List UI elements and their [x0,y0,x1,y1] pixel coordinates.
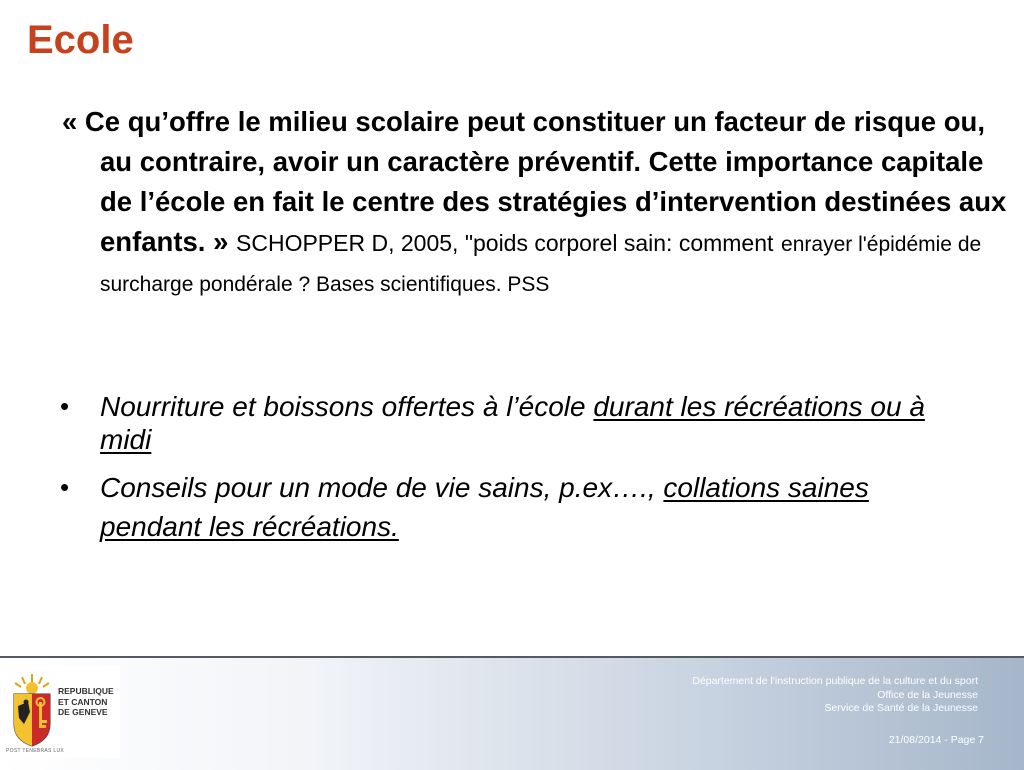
bullet-underlined-text: collations saines pendant les récréations. [100,472,869,542]
quote-paragraph [62,102,1010,302]
bullet-list [60,390,960,558]
page-info: 21/08/2014 - Page 7 [888,734,984,746]
bullet-text: Conseils pour un mode de vie sains, p.ex…., [100,472,664,503]
logo-line: REPUBLIQUE [58,686,114,696]
department-info [692,675,978,716]
bullet-marker: • [60,391,70,421]
bullet-marker: • [60,472,70,502]
service-name: Service de Santé de la Jeunesse [824,702,978,714]
geneva-logo [4,666,120,758]
slide-title: Ecole [27,18,134,62]
bullet-item [60,468,960,546]
bullet-text: Nourriture et boissons offertes à l’école [100,391,594,422]
bullet-underlined-text: durant les récréations ou à midi [100,391,925,455]
coat-of-arms-icon [10,672,54,748]
slide-footer [0,656,1024,770]
logo-line: DE GENEVE [58,707,108,717]
quote-reference: SCHOPPER D, 2005, "poids corporel sain: comment [236,230,774,256]
bullet-item [60,390,960,456]
logo-motto: POST TENEBRAS LUX [6,748,64,754]
quote-text: « Ce qu’offre le milieu scolaire peut constituer un facteur de risque ou, au contraire, avoir un caractère préventif. Cette importance capitale de l’école en fait le centre des stratégies d’intervention destinées aux enfants. » [62,106,1007,257]
logo-text [58,686,114,718]
department-name: Département de l'instruction publique de la culture et du sport [692,675,978,687]
quote-reference-continued: enrayer l'épidémie de surcharge pondérale ? Bases scientifiques. PSS [100,233,982,296]
logo-line: ET CANTON [58,696,108,707]
office-name: Office de la Jeunesse [877,688,978,701]
